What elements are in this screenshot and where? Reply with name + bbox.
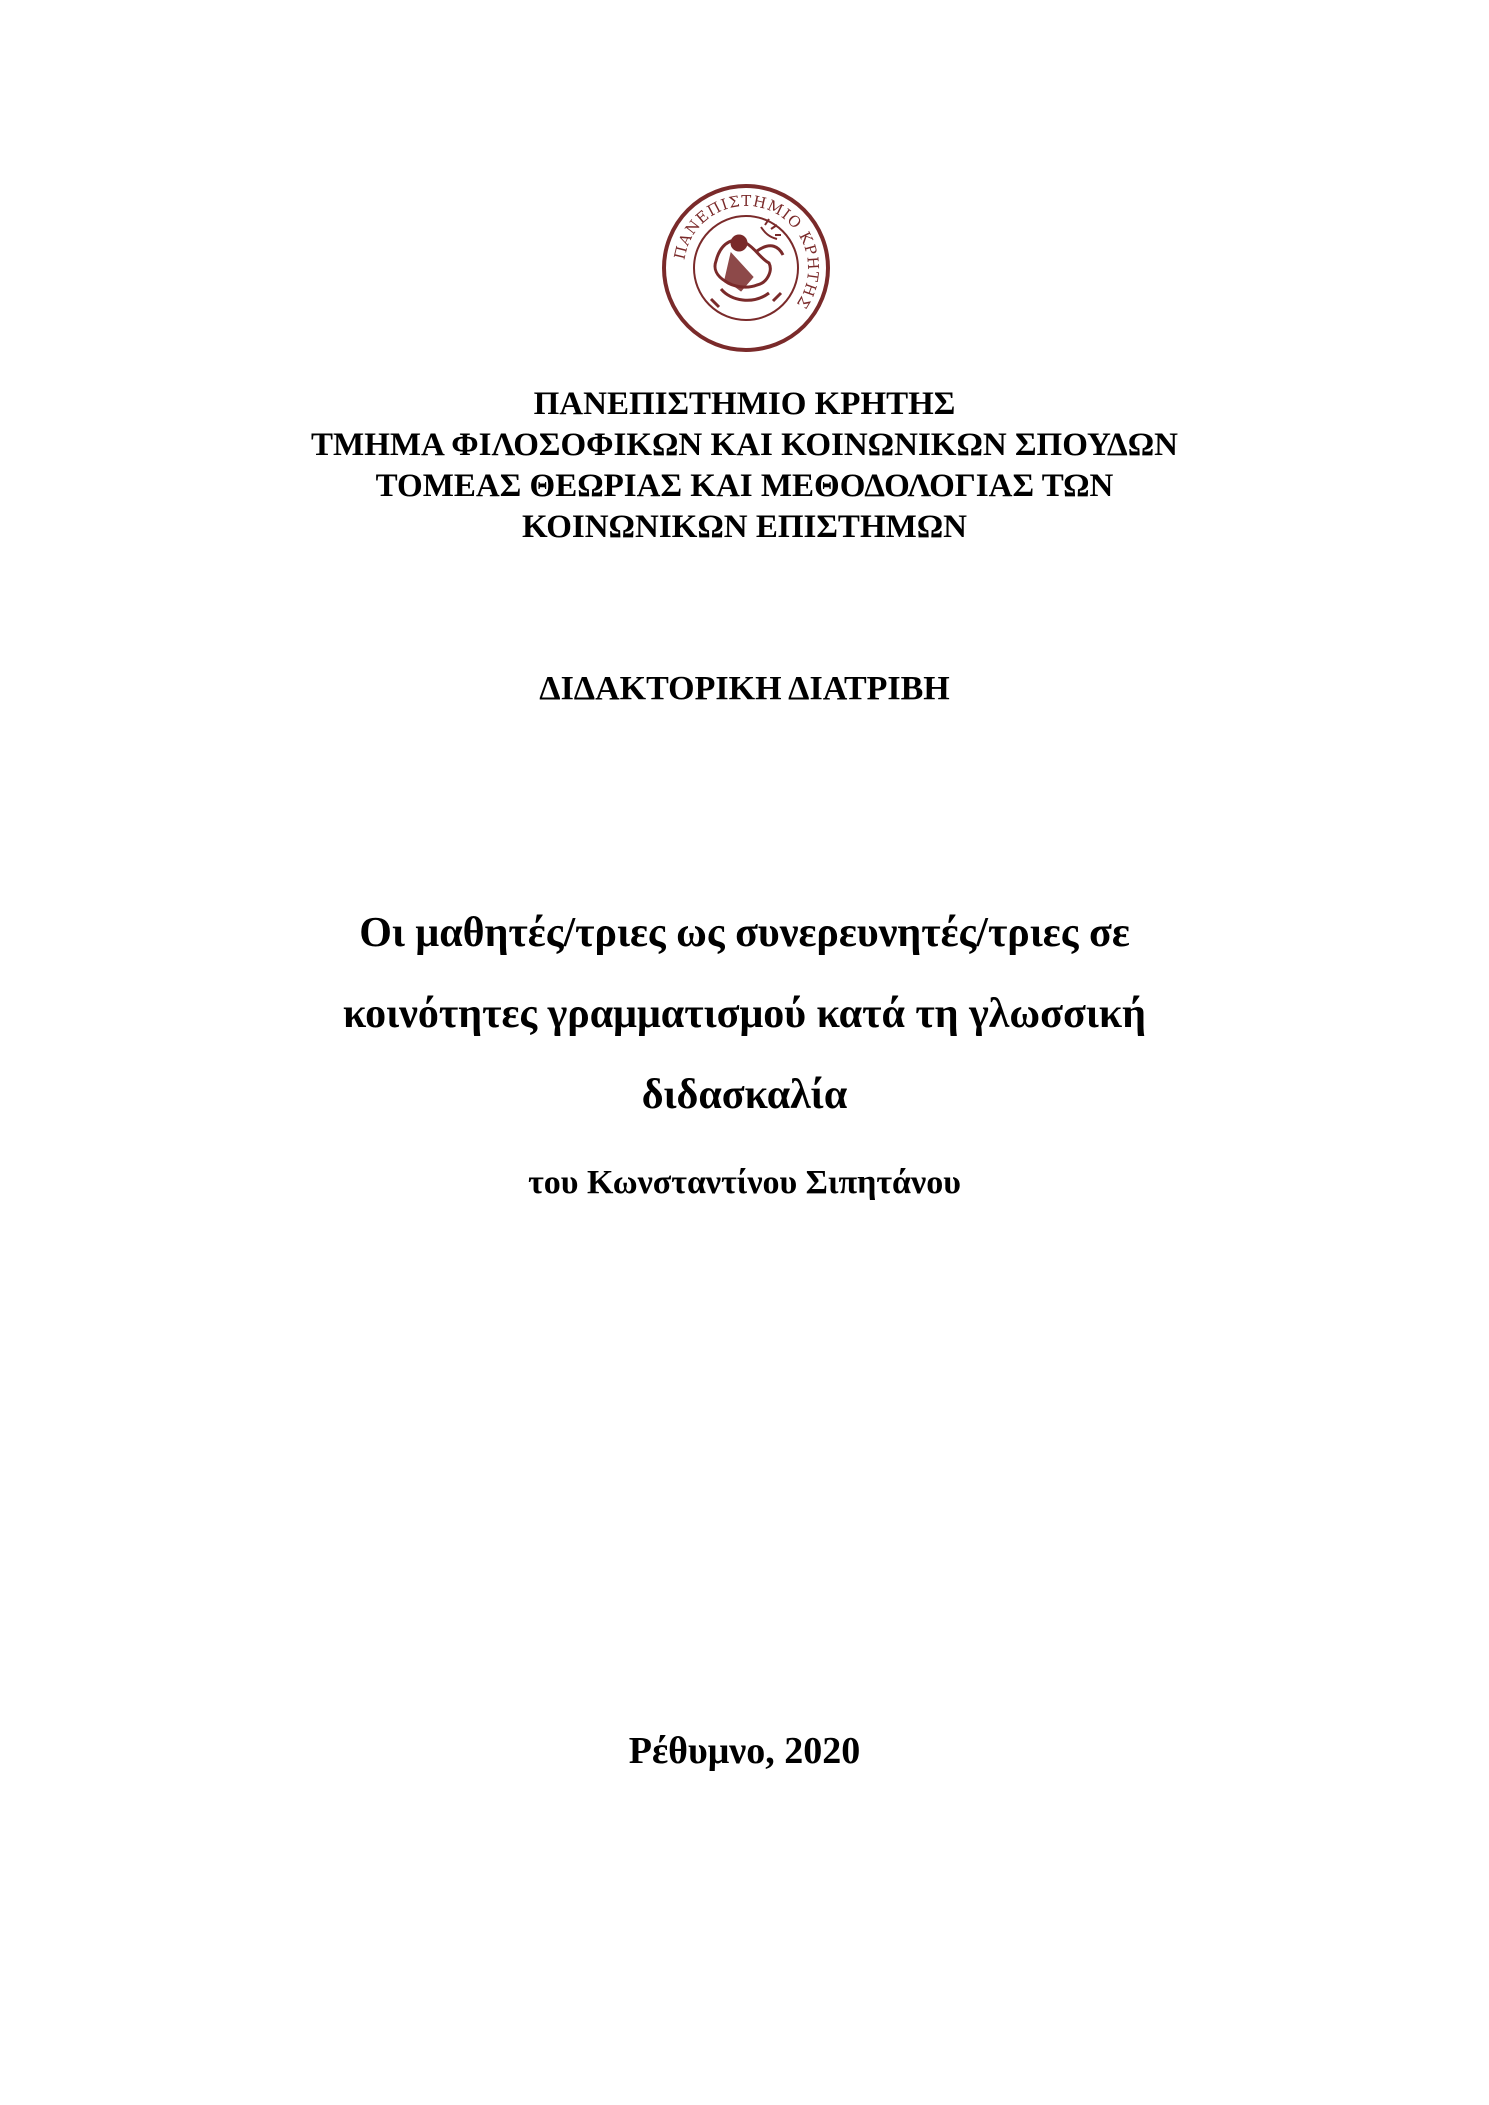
institution-line: ΚΟΙΝΩΝΙΚΩΝ ΕΠΙΣΤΗΜΩΝ [521, 509, 968, 545]
author-line: του Κωνσταντίνου Σιπητάνου [528, 1164, 961, 1201]
svg-text:ΠΑΝΕΠΙΣΤΗΜΙΟ ΚΡΗΤΗΣ [670, 192, 822, 312]
thesis-title [0, 893, 1489, 1136]
institution-header [0, 384, 1489, 548]
document-type: ΔΙΔΑΚΤΟΡΙΚΗ ΔΙΑΤΡΙΒΗ [539, 670, 950, 707]
title-line: Οι μαθητές/τριες ως συνερευνητές/τριες σε [359, 910, 1130, 956]
seal-ring-text: ΠΑΝΕΠΙΣΤΗΜΙΟ ΚΡΗΤΗΣ [670, 191, 823, 313]
institution-line: ΠΑΝΕΠΙΣΤΗΜΙΟ ΚΡΗΤΗΣ [533, 386, 956, 422]
institution-line: ΤΜΗΜΑ ΦΙΛΟΣΟΦΙΚΩΝ ΚΑΙ ΚΟΙΝΩΝΙΚΩΝ ΣΠΟΥΔΩΝ [311, 427, 1178, 463]
university-seal-icon [661, 181, 831, 356]
place-date: Ρέθυμνο, 2020 [628, 1730, 861, 1772]
title-line: κοινότητες γραμματισμού κατά τη γλωσσική [342, 991, 1146, 1037]
title-line: διδασκαλία [641, 1072, 848, 1118]
institution-line: ΤΟΜΕΑΣ ΘΕΩΡΙΑΣ ΚΑΙ ΜΕΘΟΔΟΛΟΓΙΑΣ ΤΩΝ [375, 468, 1114, 504]
